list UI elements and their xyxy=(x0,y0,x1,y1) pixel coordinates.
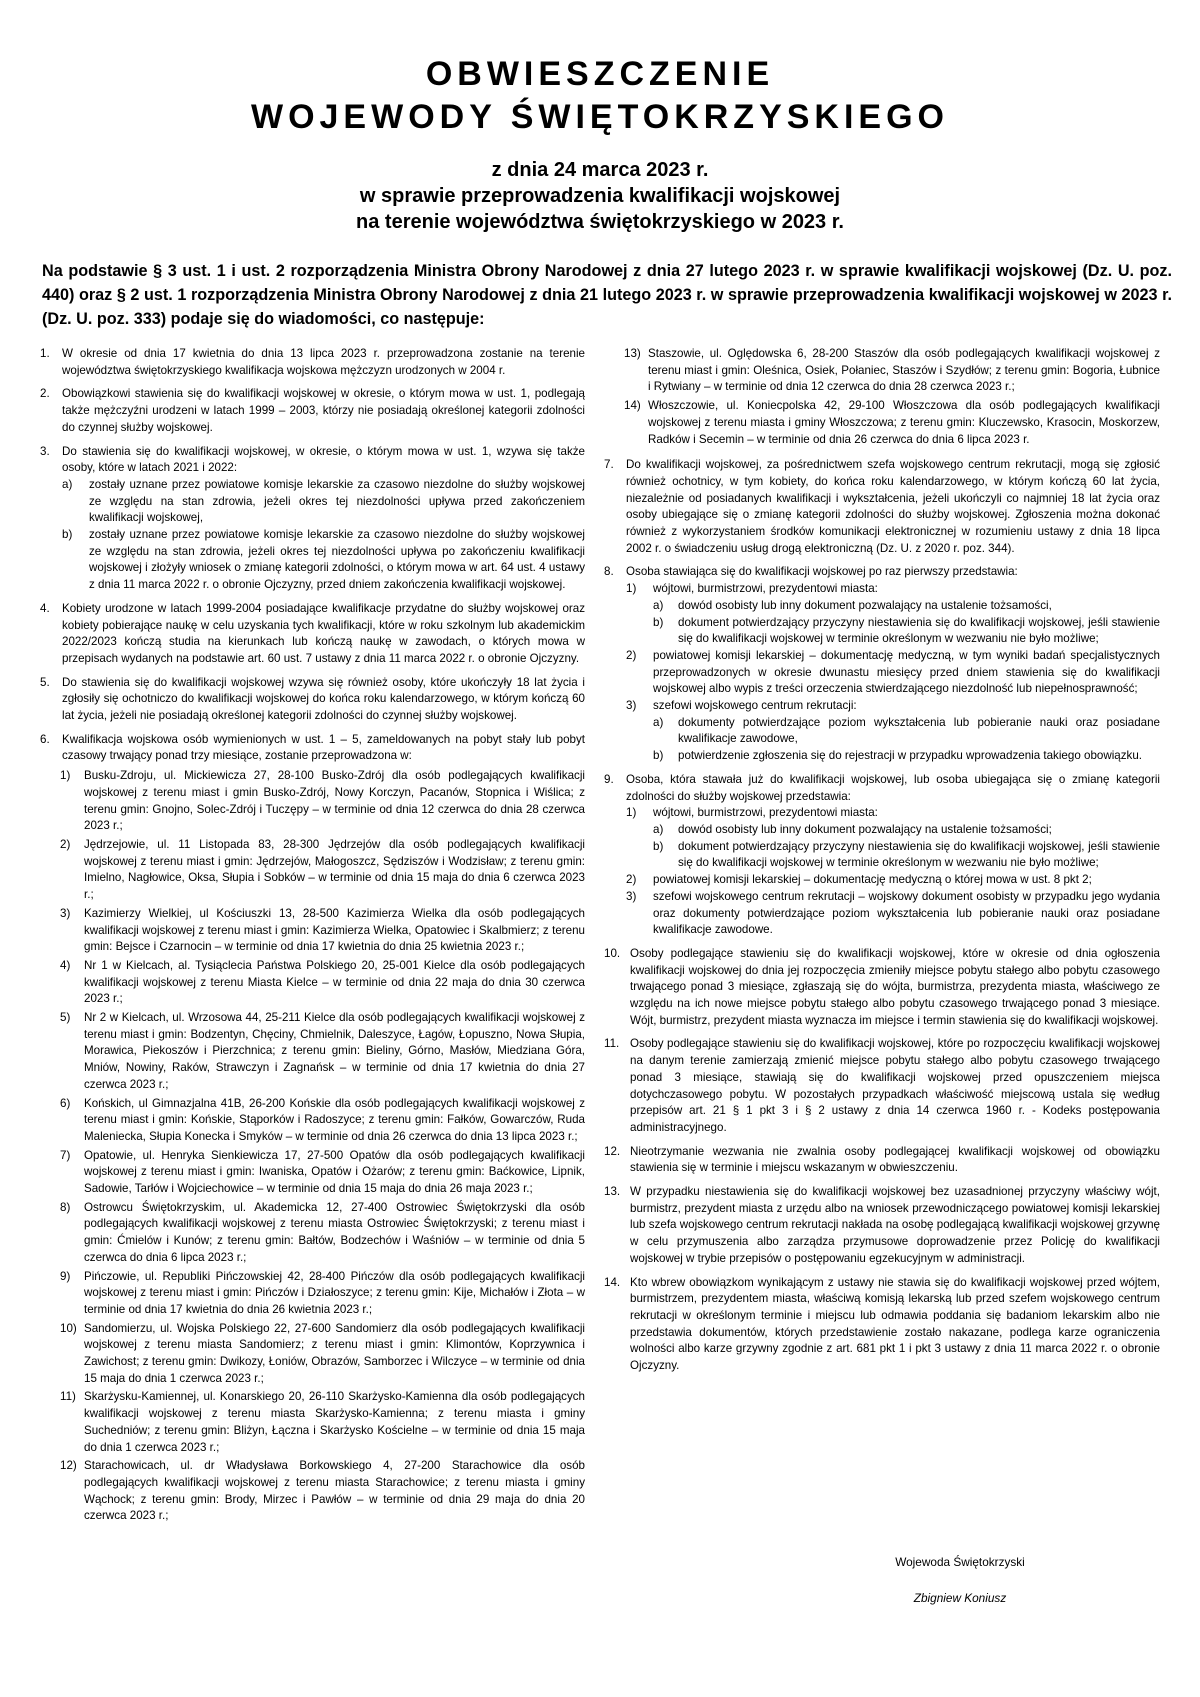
paragraph-number: 7. xyxy=(604,458,614,472)
subpoint-text: zostały uznane przez powiatowe komisje lekarskie za czasowo niezdolne do służby wojskowej ze względu na stan zdrowia, jeżeli okres tej niezdolności upływa przed zakończeniem kwalifikacji wojskowej, xyxy=(89,477,585,525)
subpoint-a xyxy=(62,477,585,527)
subpoint-text: dokumenty potwierdzające poziom wykształcenia lub pobieranie nauki oraz posiadane kwalifikacje zawodowe, xyxy=(678,715,1160,746)
subpoint-3 xyxy=(626,698,1160,715)
paragraph-text: Kwalifikacja wojskowa osób wymienionych w ust. 1 – 5, zameldowanych na pobyt stały lub pobyt czasowy trwający ponad trzy miesiące, zostanie przeprowadzona w: xyxy=(62,732,585,763)
location-text: Nr 1 w Kielcach, al. Tysiąclecia Państwa Polskiego 20, 25-001 Kielce dla osób podlegających kwalifikacji wojskowej z terenu Miasta Kielce – w terminie od dnia 22 maja do dnia 30 czerwca 2023 r.; xyxy=(84,958,585,1006)
paragraph-text: Do stawienia się do kwalifikacji wojskowej, w okresie, o którym mowa w ust. 1, wzywa się także osoby, które w latach 2021 i 2022: xyxy=(62,444,585,475)
paragraph-7 xyxy=(604,457,1160,557)
location-number: 14) xyxy=(624,399,641,413)
location-number: 9) xyxy=(60,1269,71,1283)
location-text: Nr 2 w Kielcach, ul. Wrzosowa 44, 25-211 Kielce dla osób podlegających kwalifikacji wojskowej z terenu miast i gmin: Bodzentyn, Chęciny, Chmielnik, Daleszyce, Łagów, Łopuszno, Nowa Słupia, Morawica, Piekoszów i Pierzchnica; z terenu gmin: Bieliny, Górno, Masłów, Miedziana Góra, Mniów, Nowiny, Raków, Strawczyn i Zagnańsk – w terminie od dnia 17 kwietnia do dnia 27 czerwca 2023 r.; xyxy=(84,1011,585,1091)
location-text: Końskich, ul Gimnazjalna 41B, 26-200 Końskie dla osób podlegających kwalifikacji wojskowej z terenu miast i gmin: Końskie, Stąporków i Radoszyce; z terenu gmin: Fałków, Gowarczów, Ruda Maleniecka, Słupia Konecka i Smyków – w terminie od dnia 26 czerwca do dnia 13 lipca 2023 r.; xyxy=(84,1096,585,1143)
subpoint-3 xyxy=(626,889,1160,939)
paragraph-number: 8. xyxy=(604,565,614,579)
location-number: 6) xyxy=(60,1096,71,1110)
document-subject-line-2: na terenie województwa świętokrzyskiego w 2023 r. xyxy=(356,211,844,233)
legal-basis-intro: Na podstawie § 3 ust. 1 i ust. 2 rozporządzenia Ministra Obrony Narodowej z dnia 27 lutego 2023 r. w sprawie kwalifikacji wojskowej (Dz. U. poz. 440) oraz § 2 ust. 1 rozporządzenia Ministra Obrony Narodowej z dnia 21 lutego 2023 r. w sprawie przeprowadzenia kwalifikacji wojskowej w 2023 r. (Dz. U. poz. 333) podaje się do wiadomości, co następuje: xyxy=(42,262,1172,328)
paragraph-text: Nieotrzymanie wezwania nie zwalnia osoby podlegającej kwalifikacji wojskowej od obowiązku stawienia się w terminie i miejscu wskazanym w obwieszczeniu. xyxy=(630,1144,1160,1175)
paragraph-11 xyxy=(604,1036,1160,1136)
paragraph-text: Osoba stawiająca się do kwalifikacji wojskowej po raz pierwszy przedstawia: xyxy=(626,565,1018,579)
subpoint-text: wójtowi, burmistrzowi, prezydentowi miasta: xyxy=(653,806,878,820)
document-subject-line-1: w sprawie przeprowadzenia kwalifikacji wojskowej xyxy=(359,185,841,207)
subpoint-number: 1) xyxy=(626,582,637,596)
location-number: 7) xyxy=(60,1148,71,1162)
paragraph-text: Do kwalifikacji wojskowej, za pośrednictwem szefa wojskowego centrum rekrutacji, mogą się zgłosić również ochotnicy, w tym kobiety, do końca roku kalendarzowego, w którym kończą 60 lat życia, niezależnie od posiadanych kwalifikacji i wykształcenia, jeżeli ukończyli co najmniej 18 lat życia oraz osoby ubiegające się o zmianę kategorii zdolności do służby wojskowej. Zgłoszenia można dokonać również z wykorzystaniem środków komunikacji elektronicznej w rozumieniu ustawy z dnia 18 lipca 2002 r. o świadczeniu usług drogą elektroniczną (Dz. U. z 2020 r. poz. 344). xyxy=(626,458,1160,555)
paragraph-number: 1. xyxy=(40,347,50,360)
paragraph-text: Obowiązkowi stawienia się do kwalifikacji wojskowej w okresie, o którym mowa w ust. 1, podlegają także mężczyźni urodzeni w latach 1999 – 2003, którzy nie posiadają określonej kategorii zdolności do czynnej służby wojskowej. xyxy=(62,387,585,434)
location-item xyxy=(60,1010,585,1094)
subpoint-1 xyxy=(626,581,1160,598)
right-column xyxy=(604,346,1160,1382)
paragraph-10 xyxy=(604,946,1160,1030)
subpoint-3b xyxy=(653,748,1160,765)
location-text: Skarżysku-Kamiennej, ul. Konarskiego 20, 26-110 Skarżysko-Kamienna dla osób podlegających kwalifikacji wojskowej z terenu miasta Skarżysko-Kamienna; z terenu miasta i gminy Suchedniów; z terenu gmin: Bliżyn, Łączna i Skarżysko Kościelne – w terminie od dnia 15 maja do dnia 1 czerwca 2023 r.; xyxy=(84,1390,585,1454)
subpoint-text: dowód osobisty lub inny dokument pozwalający na ustalenie tożsamości; xyxy=(678,822,1052,836)
location-number: 2) xyxy=(60,837,71,851)
location-text: Busku-Zdroju, ul. Mickiewicza 27, 28-100 Busko-Zdrój dla osób podlegających kwalifikacji wojskowej z terenu miast i gmin Busko-Zdrój, Nowy Korczyn, Pacanów, Stopnica i Wiślica; z terenu gmin: Gnojno, Solec-Zdrój i Tuczępy – w terminie od dnia 12 czerwca do dnia 28 czerwca 2023 r.; xyxy=(84,769,585,833)
location-text: Kazimierzy Wielkiej, ul Kościuszki 13, 28-500 Kazimierza Wielka dla osób podlegających kwalifikacji wojskowej z terenu miast i gmin: Kazimierza Wielka, Opatowiec i Skalbmierz; z terenu gmin: Bejsce i Czarnocin – w terminie od dnia 17 kwietnia do dnia 25 kwietnia 2023 r.; xyxy=(84,906,585,954)
location-item xyxy=(60,768,585,835)
subpoint-text: szefowi wojskowego centrum rekrutacji: xyxy=(653,699,857,713)
location-text: Sandomierzu, ul. Wojska Polskiego 22, 27-600 Sandomierz dla osób podlegających kwalifikacji wojskowej z terenu miasta Sandomierz; z terenu miast i gmin: Klimontów, Koprzywnica i Zawichost; z terenu gmin: Dwikozy, Łoniów, Obrazów, Samborzec i Wilczyce – w terminie od dnia 15 maja do dnia 1 czerwca 2023 r.; xyxy=(84,1321,585,1385)
location-item xyxy=(60,1200,585,1267)
subpoint-text: zostały uznane przez powiatowe komisje lekarskie za czasowo niezdolne do służby wojskowej ze względu na stan zdrowia, jeżeli okres tej niezdolności upływa po zakończeniu kwalifikacji wojskowej i złożyły wniosek o zmianę kategorii zdolności, o którym mowa w art. 64 ust. 4 ustawy z dnia 11 marca 2022 r. o obronie Ojczyzny, przed dniem zakończenia kwalifikacji wojskowej. xyxy=(89,528,585,592)
paragraph-text: W okresie od dnia 17 kwietnia do dnia 13 lipca 2023 r. przeprowadzona zostanie na terenie województwa świętokrzyskiego kwalifikacja wojskowa mężczyzn urodzonych w 2004 r. xyxy=(62,347,585,377)
subpoint-number: 2) xyxy=(626,648,637,662)
paragraph-text: Do stawienia się do kwalifikacji wojskowej wzywa się również osoby, które ukończyły 18 lat życia i zgłosiły się ochotniczo do kwalifikacji wojskowej do końca roku kalendarzowego, w którym kończą 60 lat życia, jeżeli nie posiadają określonej kategorii zdolności do czynnej służby wojskowej. xyxy=(62,675,585,723)
paragraph-text: Osoby podlegające stawieniu się do kwalifikacji wojskowej, które po rozpoczęciu kwalifikacji wojskowej na danym terenie zamierzają zmienić miejsce pobytu stałego albo pobytu czasowego trwającego ponad 3 miesiące, stawiają się do kwalifikacji wojskowej przed opuszczeniem miejsca dotychczasowego pobytu. W pozostałych przypadkach właściwość miejscową ustala się według przepisów art. 21 § 1 pkt 3 i § 2 ustawy z dnia 14 czerwca 1960 r. - Kodeks postępowania administracyjnego. xyxy=(630,1037,1160,1134)
location-number: 5) xyxy=(60,1011,71,1025)
location-text: Pińczowie, ul. Republiki Pińczowskiej 42, 28-400 Pińczów dla osób podlegających kwalifikacji wojskowej z terenu miast i gmin: Pińczów i Działoszyce; z terenu gmin: Kije, Michałów i Złota – w terminie od dnia 17 kwietnia do dnia 26 kwietnia 2023 r.; xyxy=(84,1269,585,1316)
subpoint-number: 3) xyxy=(626,889,637,903)
paragraph-text: Osoby podlegające stawieniu się do kwalifikacji wojskowej, które w okresie od dnia ogłoszenia kwalifikacji wojskowej do dnia jej rozpoczęcia zmieniły miejsce pobytu stałego albo pobytu czasowego trwającego ponad 3 miesiące, zgłaszają się do wójta, burmistrza, prezydenta miasta, właściwego ze względu na ich nowe miejsce pobytu stałego albo pobytu czasowego trwającego ponad 3 miesiące. Wójt, burmistrz, prezydent miasta wyznacza im miejsce i termin stawienia się do kwalifikacji wojskowej. xyxy=(630,946,1160,1027)
signatory-role: Wojewoda Świętokrzyski xyxy=(895,1555,1025,1569)
subpoint-text: powiatowej komisji lekarskiej – dokumentację medyczną, w tym wyniki badań specjalistycznych przeprowadzonych w okresie dwunastu miesięcy przed dniem stawienia się do kwalifikacji wojskowej albo wypis z treści orzeczenia stwierdzającego niezdolność lub niepełnosprawność; xyxy=(653,648,1160,696)
paragraph-2 xyxy=(40,386,585,436)
subpoint-text: powiatowej komisji lekarskiej – dokumentację medyczną o której mowa w ust. 8 pkt 2; xyxy=(653,873,1092,887)
location-number: 1) xyxy=(60,769,71,783)
location-item xyxy=(60,906,585,956)
location-text: Starachowicach, ul. dr Władysława Borkowskiego 4, 27-200 Starachowice dla osób podlegających kwalifikacji wojskowej z terenu miasta Starachowice; z terenu miasta i gminy Wąchock; z terenu gmin: Brody, Mirzec i Pawłów – w terminie od dnia 29 maja do dnia 20 czerwca 2023 r.; xyxy=(84,1459,585,1523)
paragraph-number: 4. xyxy=(40,601,50,615)
paragraph-12 xyxy=(604,1144,1160,1177)
subpoint-text: szefowi wojskowego centrum rekrutacji – wojskowy dokument osobisty w przypadku jego wydania oraz dokumenty potwierdzające poziom wykształcenia lub pobieranie nauki oraz posiadane kwalifikacje zawodowe. xyxy=(653,889,1160,937)
paragraph-number: 13. xyxy=(604,1185,621,1199)
location-number: 10) xyxy=(60,1321,77,1335)
document-title-issuer: WOJEWODY ŚWIĘTOKRZYSKIEGO xyxy=(250,98,950,136)
subpoint-1b xyxy=(653,615,1160,648)
location-number: 12) xyxy=(60,1459,77,1473)
paragraph-text: W przypadku niestawienia się do kwalifikacji wojskowej bez uzasadnionej przyczyny właściwy wójt, burmistrz, prezydent miasta z urzędu albo na wniosek przewodniczącego powiatowej komisji lekarskiej lub szefa wojskowego centrum rekrutacji nakłada na osobę podlegającą kwalifikacji wojskowej grzywnę w celu przymuszenia albo zarządza przymusowe doprowadzenie przez Policję do kwalifikacji wojskowej w trybie przepisów o postępowaniu egzekucyjnym w administracji. xyxy=(630,1185,1160,1265)
paragraph-number: 6. xyxy=(40,732,50,746)
subpoint-text: dokument potwierdzający przyczyny niestawienia się do kwalifikacji wojskowej, jeśli stawienie się do kwalifikacji wojskowej w terminie określonym w wezwaniu nie było możliwe; xyxy=(678,839,1160,870)
subpoint-letter: b) xyxy=(62,528,73,542)
paragraph-8 xyxy=(604,564,1160,764)
paragraph-number: 3. xyxy=(40,444,50,458)
location-item xyxy=(60,1269,585,1319)
subpoint-2 xyxy=(626,872,1160,889)
paragraph-text: Kobiety urodzone w latach 1999-2004 posiadające kwalifikacje przydatne do służby wojskowej oraz kobiety pobierające naukę w celu uzyskania tych kwalifikacji, które w roku szkolnym lub akademickim 2022/2023 kończą studia na kierunkach lub kończą naukę w zawodach, o których mowa w przepisach wydanych na podstawie art. 60 ust. 7 ustawy z dnia 11 marca 2022 r. o obronie Ojczyzny. xyxy=(62,601,585,665)
paragraph-number: 5. xyxy=(40,675,50,689)
location-text: Włoszczowie, ul. Koniecpolska 42, 29-100 Włoszczowa dla osób podlegających kwalifikacji wojskowej z terenu miasta i gminy Włoszczowa; z terenu gmin: Kluczewsko, Krasocin, Moskorzew, Radków i Secemin – w terminie od dnia 26 czerwca do dnia 6 lipca 2023 r. xyxy=(648,399,1160,446)
subpoint-letter: b) xyxy=(653,615,664,629)
location-item xyxy=(60,837,585,904)
location-number: 13) xyxy=(624,347,641,360)
location-text: Ostrowcu Świętokrzyskim, ul. Akademicka 12, 27-400 Ostrowiec Świętokrzyski dla osób podlegających kwalifikacji wojskowej z terenu miasta Ostrowiec Świętokrzyski; z terenu miast i gmin: Ćmielów i Kunów; z terenu gmin: Bałtów, Bodzechów i Waśniów – w terminie od dnia 5 czerwca do dnia 6 lipca 2023 r.; xyxy=(84,1200,585,1264)
paragraph-number: 14. xyxy=(604,1275,621,1289)
subpoint-letter: b) xyxy=(653,839,664,853)
subpoint-number: 3) xyxy=(626,699,637,713)
location-item xyxy=(60,1148,585,1198)
subpoint-letter: a) xyxy=(653,715,664,729)
location-number: 3) xyxy=(60,906,71,920)
location-item xyxy=(60,1096,585,1146)
location-item xyxy=(624,398,1160,448)
paragraph-text: Osoba, która stawała już do kwalifikacji wojskowej, lub osoba ubiegająca się o zmianę kategorii zdolności do służby wojskowej przedstawia: xyxy=(626,772,1160,803)
paragraph-13 xyxy=(604,1184,1160,1268)
subpoint-text: potwierdzenie zgłoszenia się do rejestracji w przypadku wprowadzenia takiego obowiązku. xyxy=(678,749,1142,763)
location-text: Jędrzejowie, ul. 11 Listopada 83, 28-300 Jędrzejów dla osób podlegających kwalifikacji wojskowej z terenu miast i gmin: Jędrzejów, Małogoszcz, Sędziszów i Wodzisław; z terenu gmin: Imielno, Nagłowice, Oksa, Słupia i Sobków – w terminie od dnia 15 maja do dnia 6 czerwca 2023 r.; xyxy=(84,837,585,902)
subpoint-letter: a) xyxy=(62,477,73,491)
subpoint-text: wójtowi, burmistrzowi, prezydentowi miasta: xyxy=(653,582,878,596)
location-item xyxy=(60,958,585,1008)
subpoint-1a xyxy=(653,598,1160,615)
location-item xyxy=(60,1458,585,1525)
subpoint-text: dowód osobisty lub inny dokument pozwalający na ustalenie tożsamości, xyxy=(678,598,1052,612)
left-column xyxy=(40,346,585,1527)
paragraph-9 xyxy=(604,772,1160,939)
paragraph-number: 10. xyxy=(604,946,621,960)
subpoint-3a xyxy=(653,715,1160,748)
document-date: z dnia 24 marca 2023 r. xyxy=(491,159,709,181)
location-number: 4) xyxy=(60,958,71,972)
subpoint-letter: a) xyxy=(653,598,664,612)
location-item xyxy=(60,1389,585,1456)
paragraph-1 xyxy=(40,346,585,379)
subpoint-b xyxy=(62,527,585,594)
subpoint-number: 1) xyxy=(626,806,637,820)
paragraph-5 xyxy=(40,675,585,725)
subpoint-letter: a) xyxy=(653,822,664,836)
location-text: Opatowie, ul. Henryka Sienkiewicza 17, 27-500 Opatów dla osób podlegających kwalifikacji wojskowej z terenu miast i gmin: Iwaniska, Opatów i Ożarów; z terenu gmin: Baćkowice, Lipnik, Sadowie, Tarłów i Wojciechowice – w terminie od dnia 15 maja do dnia 26 maja 2023 r.; xyxy=(84,1148,585,1196)
subpoint-2 xyxy=(626,648,1160,698)
paragraph-number: 11. xyxy=(604,1037,620,1051)
location-item xyxy=(60,1321,585,1388)
subpoint-1b xyxy=(653,839,1160,872)
paragraph-number: 9. xyxy=(604,772,614,786)
subpoint-1 xyxy=(626,805,1160,822)
paragraph-6 xyxy=(40,732,585,1525)
signatory-name: Zbigniew Koniusz xyxy=(913,1591,1007,1605)
paragraph-14 xyxy=(604,1275,1160,1375)
paragraph-text: Kto wbrew obowiązkom wynikającym z ustawy nie stawia się do kwalifikacji wojskowej przed wójtem, burmistrzem, prezydentem miasta, właściwą komisją lekarską lub przed szefem wojskowego centrum rekrutacji w określonym terminie i miejscu lub odmawia poddania się badaniom lekarskim albo nie przedstawia dokumentów, których przedstawienie zostało nakazane, podlega karze ograniczenia wolności albo karze grzywny zgodnie z art. 681 pkt 1 i pkt 3 ustawy z dnia 11 marca 2022 r. o obronie Ojczyzny. xyxy=(630,1275,1160,1373)
paragraph-4 xyxy=(40,601,585,668)
paragraph-3 xyxy=(40,444,585,594)
location-number: 8) xyxy=(60,1200,71,1214)
location-text: Staszowie, ul. Oględowska 6, 28-200 Staszów dla osób podlegających kwalifikacji wojskowej z terenu miast i gmin: Oleśnica, Osiek, Połaniec, Staszów i Szydłów; z terenu gmin: Bogoria, Łubnice i Rytwiany – w terminie od dnia 12 czerwca do dnia 28 czerwca 2023 r.; xyxy=(648,347,1160,394)
location-number: 11) xyxy=(60,1390,76,1404)
subpoint-text: dokument potwierdzający przyczyny niestawienia się do kwalifikacji wojskowej, jeśli stawienie się do kwalifikacji wojskowej w terminie określonym w wezwaniu nie było możliwe; xyxy=(678,615,1160,646)
subpoint-letter: b) xyxy=(653,749,664,763)
paragraph-number: 12. xyxy=(604,1144,621,1158)
subpoint-number: 2) xyxy=(626,873,637,887)
subpoint-1a xyxy=(653,822,1160,839)
paragraph-number: 2. xyxy=(40,387,50,401)
document-title: OBWIESZCZENIE xyxy=(425,55,775,93)
location-item xyxy=(624,346,1160,396)
